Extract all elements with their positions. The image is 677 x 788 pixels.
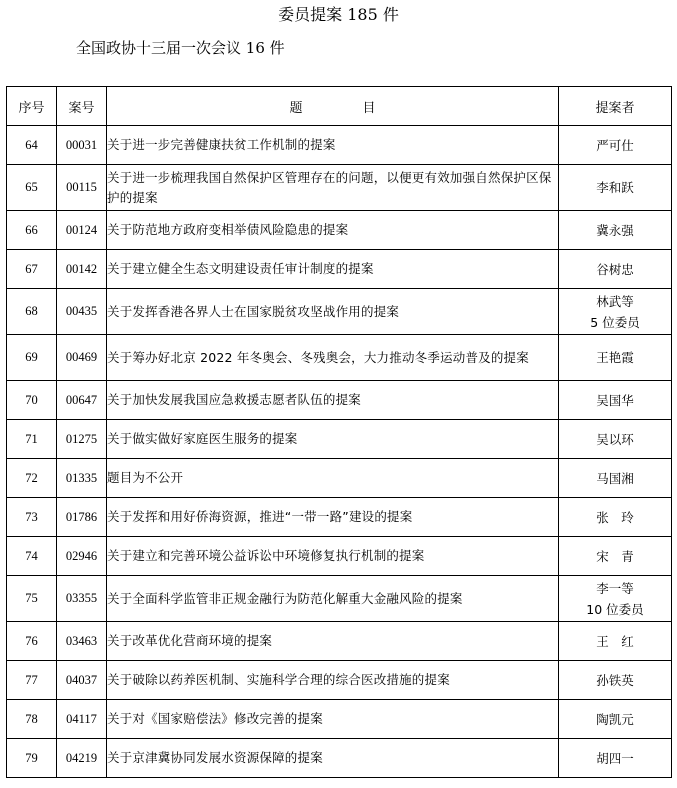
row-seq: 78 (7, 700, 57, 739)
author-name: 严可仕 (596, 137, 634, 153)
header-topic (107, 87, 559, 126)
table-row (7, 576, 672, 622)
row-title: 关于进一步梳理我国自然保护区管理存在的问题，以便更有效加强自然保护区保护的提案 (107, 165, 559, 211)
row-author (559, 165, 672, 211)
author-name: 陶凯元 (596, 711, 634, 727)
row-author (559, 498, 672, 537)
row-author (559, 250, 672, 289)
row-number: 00031 (57, 126, 107, 165)
author-name: 李和跃 (596, 180, 634, 195)
row-title: 关于对《国家赔偿法》修改完善的提案 (107, 700, 559, 739)
row-author (559, 126, 672, 165)
author-name: 吴国华 (596, 392, 634, 408)
row-author (559, 420, 672, 459)
header-number: 案号 (57, 87, 107, 126)
author-name: 胡四一 (596, 750, 634, 766)
row-title: 关于京津冀协同发展水资源保障的提案 (107, 739, 559, 778)
row-seq: 70 (7, 381, 57, 420)
author-name: 张 玲 (596, 509, 634, 525)
table-row (7, 250, 672, 289)
row-seq: 79 (7, 739, 57, 778)
row-author (559, 459, 672, 498)
table-body (7, 126, 672, 778)
row-number: 04117 (57, 700, 107, 739)
row-number: 04219 (57, 739, 107, 778)
row-seq: 77 (7, 661, 57, 700)
row-title: 关于防范地方政府变相举债风险隐患的提案 (107, 211, 559, 250)
row-number: 02946 (57, 537, 107, 576)
row-number: 00115 (57, 165, 107, 211)
table-row (7, 739, 672, 778)
author-note: 5 位委员 (590, 314, 640, 330)
header-seq: 序号 (7, 87, 57, 126)
row-number: 00469 (57, 335, 107, 381)
row-seq: 76 (7, 622, 57, 661)
table-header (7, 87, 672, 126)
row-seq: 64 (7, 126, 57, 165)
table-row (7, 126, 672, 165)
row-seq: 66 (7, 211, 57, 250)
author-name: 孙铁英 (596, 672, 634, 688)
author-name: 吴以环 (596, 431, 634, 447)
row-title: 关于建立健全生态文明建设责任审计制度的提案 (107, 250, 559, 289)
table-row (7, 165, 672, 211)
table-row (7, 335, 672, 381)
row-author (559, 335, 672, 381)
row-title: 关于加快发展我国应急救援志愿者队伍的提案 (107, 381, 559, 420)
row-title: 关于破除以药养医机制、实施科学合理的综合医改措施的提案 (107, 661, 559, 700)
row-title: 关于进一步完善健康扶贫工作机制的提案 (107, 126, 559, 165)
row-author (559, 700, 672, 739)
row-title: 关于全面科学监管非正规金融行为防范化解重大金融风险的提案 (107, 576, 559, 622)
row-title: 题目为不公开 (107, 459, 559, 498)
header-topic-b: 目 (362, 100, 376, 116)
row-number: 01335 (57, 459, 107, 498)
table-row (7, 289, 672, 335)
table-row (7, 537, 672, 576)
header-row (7, 87, 672, 126)
row-number: 03463 (57, 622, 107, 661)
row-author (559, 381, 672, 420)
row-author (559, 576, 672, 622)
row-number: 03355 (57, 576, 107, 622)
author-name: 宋 青 (596, 548, 634, 564)
table-row (7, 459, 672, 498)
table-row (7, 661, 672, 700)
row-number: 00647 (57, 381, 107, 420)
row-author (559, 211, 672, 250)
row-author (559, 739, 672, 778)
proposals-table (6, 86, 672, 778)
row-author (559, 622, 672, 661)
table-row (7, 622, 672, 661)
author-name: 谷树忠 (596, 261, 634, 277)
row-number: 01786 (57, 498, 107, 537)
row-number: 00435 (57, 289, 107, 335)
table-row (7, 498, 672, 537)
author-name: 林武等 (596, 293, 634, 309)
row-seq: 68 (7, 289, 57, 335)
row-author (559, 661, 672, 700)
row-number: 00124 (57, 211, 107, 250)
row-title: 关于建立和完善环境公益诉讼中环境修复执行机制的提案 (107, 537, 559, 576)
table-row (7, 381, 672, 420)
author-note: 10 位委员 (586, 601, 644, 617)
row-seq: 69 (7, 335, 57, 381)
row-seq: 72 (7, 459, 57, 498)
row-title: 关于发挥和用好侨海资源，推进“一带一路”建设的提案 (107, 498, 559, 537)
row-number: 01275 (57, 420, 107, 459)
row-author (559, 537, 672, 576)
session-subtitle: 全国政协十三届一次会议 16 件 (76, 39, 285, 57)
author-name: 冀永强 (596, 222, 634, 238)
table-row (7, 211, 672, 250)
header-topic-a: 题 (289, 100, 303, 116)
row-seq: 67 (7, 250, 57, 289)
document-title: 委员提案 185 件 (278, 5, 399, 24)
row-author (559, 289, 672, 335)
row-seq: 73 (7, 498, 57, 537)
row-seq: 71 (7, 420, 57, 459)
row-title: 关于发挥香港各界人士在国家脱贫攻坚战作用的提案 (107, 289, 559, 335)
row-seq: 75 (7, 576, 57, 622)
header-author: 提案者 (559, 87, 672, 126)
row-seq: 74 (7, 537, 57, 576)
row-seq: 65 (7, 165, 57, 211)
row-title: 关于筹办好北京 2022 年冬奥会、冬残奥会，大力推动冬季运动普及的提案 (107, 335, 559, 381)
table-row (7, 420, 672, 459)
author-name: 王 红 (596, 633, 634, 649)
row-title: 关于做实做好家庭医生服务的提案 (107, 420, 559, 459)
row-title: 关于改革优化营商环境的提案 (107, 622, 559, 661)
author-name: 李一等 (596, 580, 634, 596)
row-number: 04037 (57, 661, 107, 700)
row-number: 00142 (57, 250, 107, 289)
author-name: 马国湘 (596, 470, 634, 486)
author-name: 王艳霞 (596, 350, 634, 365)
table-row (7, 700, 672, 739)
